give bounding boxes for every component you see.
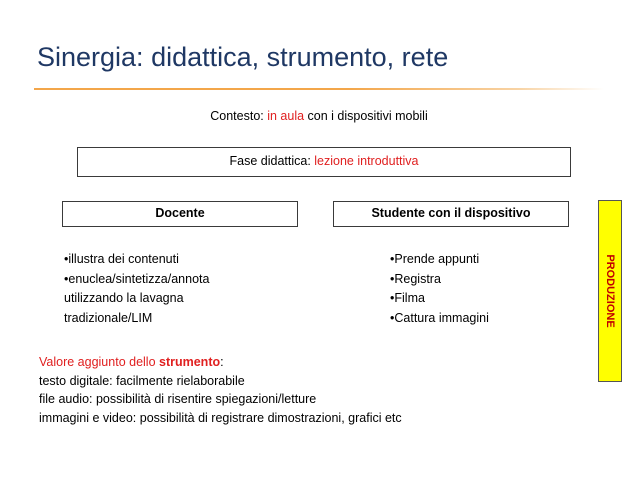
list-item: tradizionale/LIM bbox=[64, 310, 153, 325]
list-item: •Filma bbox=[390, 291, 425, 305]
docente-box: Docente bbox=[62, 201, 298, 227]
produzione-label: PRODUZIONE bbox=[604, 254, 616, 328]
list-item: •enuclea/sintetizza/annota bbox=[64, 271, 210, 286]
title-underline bbox=[34, 88, 604, 90]
context-rest: con i dispositivi mobili bbox=[304, 109, 428, 123]
value-line: file audio: possibilità di risentire spiegazioni/letture bbox=[39, 392, 317, 406]
list-item: •illustra dei contenuti bbox=[64, 252, 179, 266]
value-heading-suffix: : bbox=[220, 355, 224, 369]
value-heading-prefix: Valore aggiunto dello bbox=[39, 355, 159, 369]
list-item: •Prende appunti bbox=[390, 252, 480, 266]
context-line bbox=[0, 109, 638, 123]
docente-list bbox=[64, 250, 209, 328]
value-added-block bbox=[39, 353, 402, 427]
slide-title: Sinergia: didattica, strumento, rete bbox=[37, 42, 449, 72]
studente-box: Studente con il dispositivo bbox=[333, 201, 569, 227]
context-label: Contesto: bbox=[210, 109, 268, 123]
list-item: utilizzando la lavagna bbox=[64, 291, 184, 305]
phase-label: Fase didattica: bbox=[229, 154, 315, 168]
list-item: •Registra bbox=[390, 271, 441, 286]
phase-highlight: lezione introduttiva bbox=[314, 154, 419, 168]
list-item: •Cattura immagini bbox=[390, 310, 489, 325]
value-heading bbox=[39, 353, 402, 372]
value-line: immagini e video: possibilità di registrare dimostrazioni, grafici etc bbox=[39, 410, 402, 425]
studente-list bbox=[390, 250, 489, 328]
phase-box bbox=[77, 147, 571, 177]
context-highlight: in aula bbox=[267, 109, 305, 123]
value-line: testo digitale: facilmente rielaborabile bbox=[39, 373, 245, 388]
produzione-bar bbox=[598, 200, 622, 382]
value-heading-bold: strumento bbox=[159, 355, 221, 369]
